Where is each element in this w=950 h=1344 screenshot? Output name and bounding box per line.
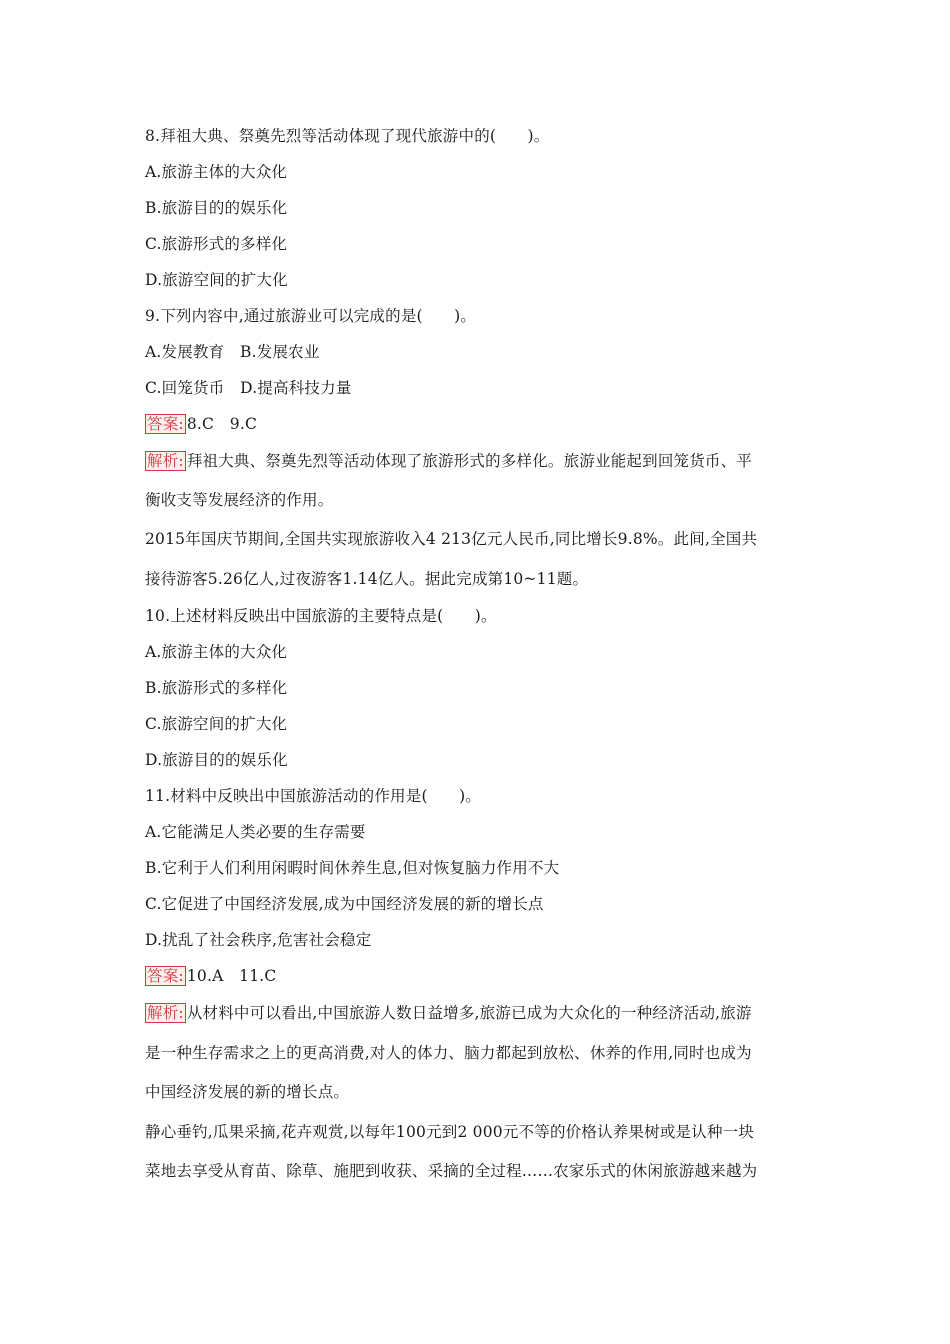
question-10-option-b: B.旅游形式的多样化 bbox=[145, 679, 288, 697]
answer-tag: 答案: bbox=[147, 967, 184, 985]
question-8-option-b: B.旅游目的的娱乐化 bbox=[145, 199, 288, 217]
question-10-option-d: D.旅游目的的娱乐化 bbox=[145, 751, 288, 769]
answer-line-1 bbox=[145, 414, 257, 434]
question-10-option-a: A.旅游主体的大众化 bbox=[145, 643, 288, 661]
material-2-line-2: 菜地去享受从育苗、除草、施肥到收获、采摘的全过程……农家乐式的休闲旅游越来越为 bbox=[145, 1162, 758, 1180]
explanation-tag: 解析: bbox=[147, 1004, 184, 1022]
explanation-tag: 解析: bbox=[147, 452, 184, 470]
explanation-1-line-1 bbox=[145, 451, 752, 471]
question-8-option-d: D.旅游空间的扩大化 bbox=[145, 271, 288, 289]
explanation-1-line-2: 衡收支等发展经济的作用。 bbox=[145, 491, 334, 509]
answer-text: 8.C 9.C bbox=[186, 415, 258, 433]
explanation-2-line-3: 中国经济发展的新的增长点。 bbox=[145, 1083, 350, 1101]
explanation-text: 从材料中可以看出,中国旅游人数日益增多,旅游已成为大众化的一种经济活动,旅游 bbox=[186, 1004, 752, 1022]
explanation-text: 拜祖大典、祭奠先烈等活动体现了旅游形式的多样化。旅游业能起到回笼货币、平 bbox=[186, 452, 753, 470]
question-11-option-b: B.它利于人们利用闲暇时间休养生息,但对恢复脑力作用不大 bbox=[145, 859, 560, 877]
material-1-line-1: 2015年国庆节期间,全国共实现旅游收入4 213亿元人民币,同比增长9.8%。此间,全国共 bbox=[145, 530, 758, 548]
explanation-2-line-2: 是一种生存需求之上的更高消费,对人的体力、脑力都起到放松、休养的作用,同时也成为 bbox=[145, 1044, 752, 1062]
question-9-stem: 9.下列内容中,通过旅游业可以完成的是( )。 bbox=[145, 307, 477, 325]
question-9-options-ab: A.发展教育 B.发展农业 bbox=[145, 343, 320, 361]
question-11-option-c: C.它促进了中国经济发展,成为中国经济发展的新的增长点 bbox=[145, 895, 544, 913]
material-2-line-1: 静心垂钓,瓜果采摘,花卉观赏,以每年100元到2 000元不等的价格认养果树或是认种一块 bbox=[145, 1123, 755, 1141]
answer-text: 10.A 11.C bbox=[186, 967, 277, 985]
question-9-options-cd: C.回笼货币 D.提高科技力量 bbox=[145, 379, 352, 397]
question-8-stem: 8.拜祖大典、祭奠先烈等活动体现了现代旅游中的( )。 bbox=[145, 127, 550, 145]
question-11-option-a: A.它能满足人类必要的生存需要 bbox=[145, 823, 366, 841]
question-10-option-c: C.旅游空间的扩大化 bbox=[145, 715, 288, 733]
question-8-option-a: A.旅游主体的大众化 bbox=[145, 163, 288, 181]
question-8-option-c: C.旅游形式的多样化 bbox=[145, 235, 288, 253]
answer-line-2 bbox=[145, 966, 276, 986]
explanation-2-line-1 bbox=[145, 1003, 752, 1023]
question-10-stem: 10.上述材料反映出中国旅游的主要特点是( )。 bbox=[145, 607, 497, 625]
material-1-line-2: 接待游客5.26亿人,过夜游客1.14亿人。据此完成第10~11题。 bbox=[145, 570, 589, 588]
question-11-option-d: D.扰乱了社会秩序,危害社会稳定 bbox=[145, 931, 372, 949]
question-11-stem: 11.材料中反映出中国旅游活动的作用是( )。 bbox=[145, 787, 482, 805]
answer-tag: 答案: bbox=[147, 415, 184, 433]
